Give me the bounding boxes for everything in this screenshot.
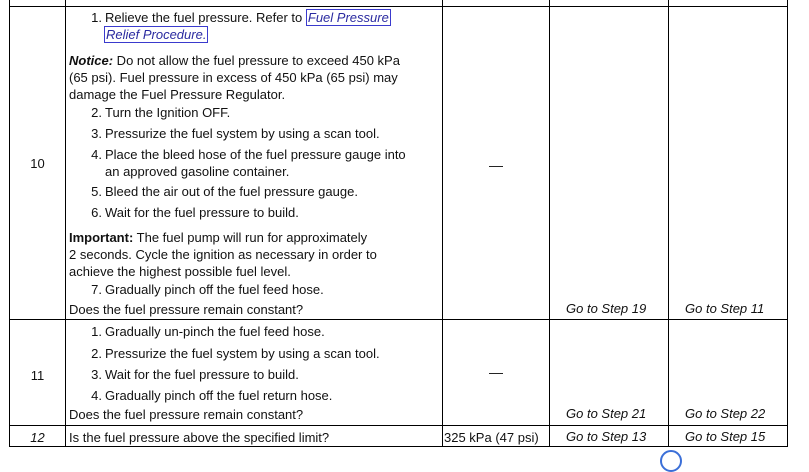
list-item: 6. Wait for the fuel pressure to build. (91, 205, 299, 220)
goto-no-link[interactable]: Go to Step 11 (685, 301, 765, 316)
goto-yes-link[interactable]: Go to Step 21 (566, 406, 647, 421)
step-number: 10 (30, 156, 45, 171)
list-item-continuation: an approved gasoline container. (105, 164, 290, 179)
list-item: 4. Place the bleed hose of the fuel pressure gauge into (91, 147, 406, 162)
fuel-pressure-relief-link[interactable]: Fuel Pressure (307, 10, 389, 25)
value-cell: — (489, 364, 503, 380)
row-divider-top (9, 6, 788, 7)
goto-yes-link[interactable]: Go to Step 19 (566, 301, 647, 316)
row-divider-bottom (9, 446, 788, 447)
step-number: 12 (30, 430, 45, 445)
list-item: 4. Gradually pinch off the fuel return hose. (91, 388, 333, 403)
value-cell: — (489, 157, 503, 173)
list-item: 5. Bleed the air out of the fuel pressure gauge. (91, 184, 358, 199)
list-item: 3. Pressurize the fuel system by using a scan tool. (91, 126, 380, 141)
list-item: 2. Turn the Ignition OFF. (91, 105, 231, 120)
value-cell: 325 kPa (47 psi) (444, 430, 539, 445)
goto-no-link[interactable]: Go to Step 22 (685, 406, 766, 421)
important-block: Important: The fuel pump will run for approximately 2 seconds. Cycle the ignition as necessary in order to achieve the highest possible fuel level. (69, 230, 377, 279)
list-item: 1. Gradually un-pinch the fuel feed hose. (91, 324, 325, 339)
row-divider-10-11 (9, 319, 788, 320)
step-question: Does the fuel pressure remain constant? (69, 407, 304, 422)
scroll-indicator-icon[interactable] (660, 450, 682, 472)
goto-no-link[interactable]: Go to Step 15 (685, 429, 766, 444)
list-item-continuation (104, 26, 208, 43)
list-item: 1. Relieve the fuel pressure. Refer to Fuel Pressure (91, 10, 389, 25)
list-item: 7. Gradually pinch off the fuel feed hose. (91, 282, 324, 297)
column-divider-yes (668, 0, 669, 447)
row-divider-11-12 (9, 425, 788, 426)
table-border-right (787, 0, 788, 447)
fuel-pressure-relief-link-continued[interactable]: Relief Procedure. (106, 27, 207, 42)
column-divider-value (549, 0, 550, 447)
list-item: 2. Pressurize the fuel system by using a scan tool. (91, 346, 380, 361)
step-number: 11 (30, 368, 45, 383)
column-divider-action (442, 0, 443, 447)
goto-yes-link[interactable]: Go to Step 13 (566, 429, 647, 444)
step-question: Is the fuel pressure above the specified limit? (69, 430, 330, 445)
step-question: Does the fuel pressure remain constant? (69, 302, 304, 317)
list-item: 3. Wait for the fuel pressure to build. (91, 367, 299, 382)
column-divider-step (65, 0, 66, 447)
notice-block: Notice: Do not allow the fuel pressure to exceed 450 kPa (65 psi). Fuel pressure in excess of 450 kPa (65 psi) may damage the Fuel Pressure Regulator. (69, 53, 400, 102)
